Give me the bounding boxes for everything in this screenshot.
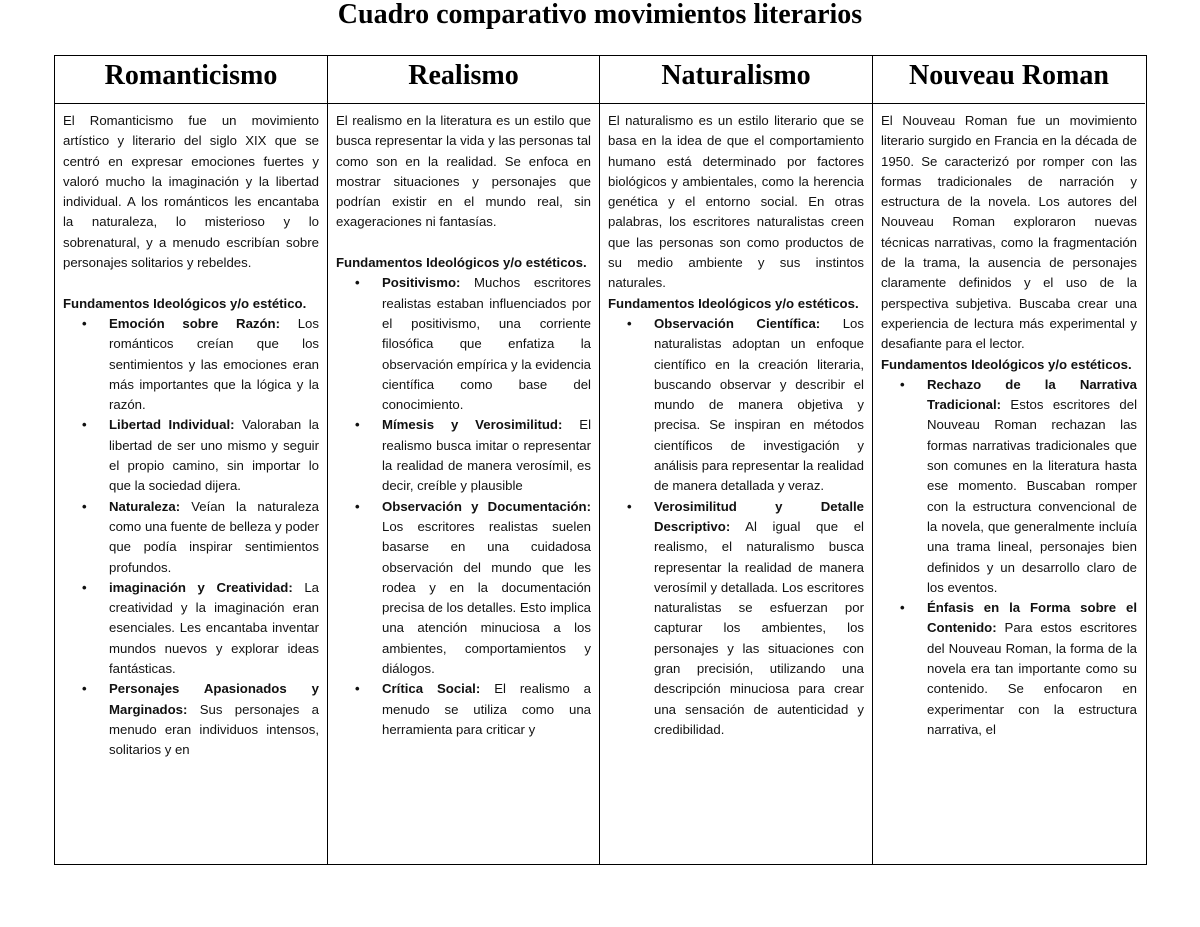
column-nouveau-roman <box>873 56 1145 864</box>
intro-paragraph: El Romanticismo fue un movimiento artístico y literario del siglo XIX que se centró en expresar emociones fuertes y valoró mucho la imaginación y la libertad individual. A los románticos les encantaba la naturaleza, lo misterioso y lo sobrenatural, y a menudo escribían sobre personajes solitarios y rebeldes. <box>63 113 319 271</box>
list-item: • Observación y Documentación: Los escritores realistas suelen basarse en una cuidadosa observación del mundo que les rodea y en la documentación precisa de los detalles. Esto implica una atención minuciosa a los ambientes, comportamientos y diálogos. <box>382 497 591 680</box>
list-item: • Naturaleza: Veían la naturaleza como una fuente de belleza y poder que podía inspirar sentimientos profundos. <box>109 497 319 578</box>
fundamentos-heading: Fundamentos Ideológicos y/o estéticos. <box>336 255 587 271</box>
list-item: • Mímesis y Verosimilitud: El realismo busca imitar o representar la realidad de manera verosímil, es decir, creíble y plausible <box>382 415 591 496</box>
list-item: • Emoción sobre Razón: Los románticos creían que los sentimientos y las emociones eran más importantes que la lógica y la razón. <box>109 314 319 415</box>
document-title: Cuadro comparativo movimientos literarios <box>337 0 863 30</box>
column-romanticismo <box>55 56 328 864</box>
list-item: • Crítica Social: El realismo a menudo se utiliza como una herramienta para criticar y <box>382 679 591 740</box>
intro-paragraph: El Nouveau Roman fue un movimiento literario surgido en Francia en la década de 1950. Se caracterizó por romper con las formas tradicionales de narración y estructura de la novela. Los autores del Nouveau Roman exploraron nuevas técnicas narrativas, como la fragmentación de la trama, la ausencia de personajes claramente definidos y el uso de la perspectiva subjetiva. Buscaba crear una experiencia de lectura más experimental y desafiante para el lector. <box>881 113 1137 352</box>
column-body <box>600 104 872 740</box>
column-heading: Nouveau Roman <box>873 56 1145 104</box>
column-heading: Realismo <box>328 56 599 104</box>
list-item: • Rechazo de la Narrativa Tradicional: Estos escritores del Nouveau Roman rechazan las formas narrativas tradicionales que son comunes en la literatura hasta ese momento. Buscaban romper con la estructura convencional de la novela, que generalmente incluía una trama lineal, personajes bien definidos y un desarrollo claro de los eventos. <box>927 375 1137 598</box>
intro-paragraph: El naturalismo es un estilo literario que se basa en la idea de que el comportamiento humano está determinado por factores biológicos y ambientales, como la herencia genética y el entorno social. En otras palabras, los escritores naturalistas creen que las personas son como productos de su medio ambiente y sus instintos naturales. <box>608 113 864 291</box>
column-heading: Naturalismo <box>600 56 872 104</box>
fundamentos-list <box>63 314 319 761</box>
list-item: • Positivismo: Muchos escritores realistas estaban influenciados por el positivismo, una corriente filosófica que enfatiza la observación empírica y la evidencia científica como base del conocimiento. <box>382 273 591 415</box>
column-realismo <box>328 56 600 864</box>
column-body <box>328 104 599 740</box>
list-item: • Énfasis en la Forma sobre el Contenido: Para estos escritores del Nouveau Roman, la forma de la novela era tan importante como su contenido. Se enfocaron en experimentar con la estructura narrativa, el <box>927 598 1137 740</box>
column-body <box>55 104 327 761</box>
list-item: • Verosimilitud y Detalle Descriptivo: Al igual que el realismo, el naturalismo busca representar la realidad de manera verosímil y detallada. Los escritores naturalistas se esfuerzan por capturar los ambientes, los personajes y las situaciones con gran precisión, utilizando una descripción minuciosa para crear una sensación de autenticidad y credibilidad. <box>654 497 864 741</box>
list-item: • Observación Científica: Los naturalistas adoptan un enfoque científico en la creación literaria, buscando observar y describir el mundo de manera objetiva y precisa. Se inspiran en métodos científicos de investigación y análisis para representar la realidad de manera detallada y veraz. <box>654 314 864 497</box>
fundamentos-heading: Fundamentos Ideológicos y/o estético. <box>63 295 307 311</box>
list-item: • Libertad Individual: Valoraban la libertad de ser uno mismo y seguir el propio camino, sin importar lo que la sociedad dijera. <box>109 415 319 496</box>
intro-paragraph: El realismo en la literatura es un estilo que busca representar la vida y las personas tal como son en la realidad. Se enfoca en mostrar situaciones y personajes que podrían existir en el mundo real, sin exageraciones ni fantasías. <box>336 113 591 230</box>
fundamentos-list <box>336 273 591 740</box>
fundamentos-list <box>608 314 864 740</box>
fundamentos-heading: Fundamentos Ideológicos y/o estéticos. <box>881 356 1132 372</box>
list-item: • imaginación y Creatividad: La creatividad y la imaginación eran esenciales. Les encantaba inventar mundos nuevos y explorar ideas fantásticas. <box>109 578 319 679</box>
column-naturalismo <box>600 56 873 864</box>
comparison-table <box>54 55 1147 865</box>
column-body <box>873 104 1145 740</box>
list-item: • Personajes Apasionados y Marginados: Sus personajes a menudo eran individuos intensos, solitarios y en <box>109 679 319 760</box>
fundamentos-heading: Fundamentos Ideológicos y/o estéticos. <box>608 295 859 311</box>
column-heading: Romanticismo <box>55 56 327 104</box>
fundamentos-list <box>881 375 1137 740</box>
